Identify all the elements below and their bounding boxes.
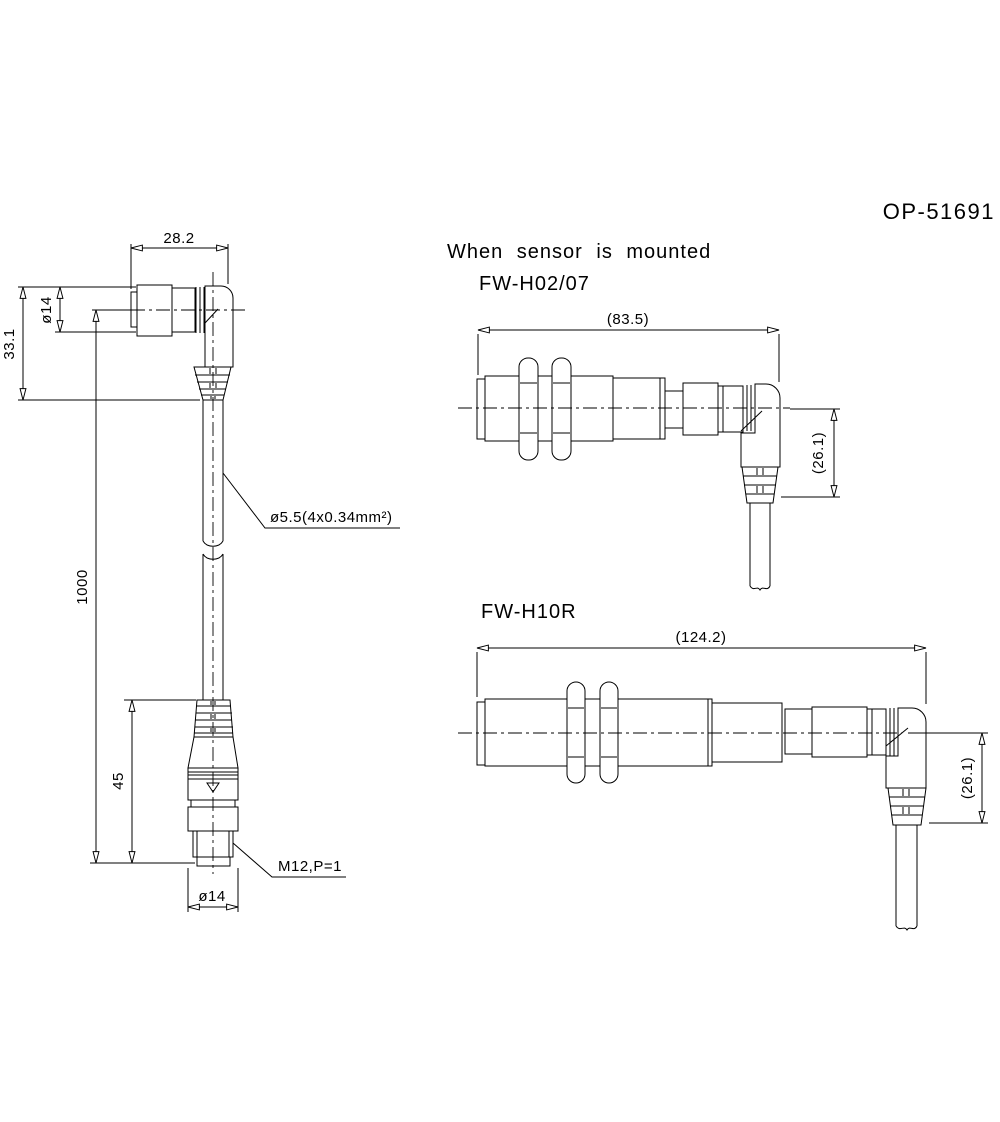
sensor-threaded-body [485,699,712,766]
sensor-threaded-body [485,376,613,441]
cable-spec-text: ø5.5(4x0.34mm²) [270,509,393,526]
right-angle-connector [131,285,233,400]
fw-h02-07-view [458,311,840,590]
dim-overall-length-h10r [477,629,926,704]
elbow-body [886,708,926,788]
connector-rings [890,708,898,756]
hex-nut-1 [567,682,585,783]
dim-elbow-height [1,287,200,400]
dim-plug-length [110,700,196,863]
cable-break [896,926,917,930]
boot-tick-marks [757,468,763,493]
elbow-body [205,286,233,367]
fw-h02-07-label: FW-H02/07 [479,273,590,295]
extension-lines [90,310,195,863]
cable-spec-callout [223,473,400,528]
knurled-coupling-nut [137,285,172,336]
dim-text: 45 [110,772,127,790]
hex-nut-2 [552,358,571,460]
sensor-rear-body [712,703,782,762]
dim-plug-dia [188,868,238,912]
hex-nut-2 [600,682,618,783]
dim-text: ø14 [38,296,55,324]
cable-assembly-view [1,230,400,912]
knurled-coupling-nut [683,383,718,435]
sensor-rear-body [613,378,665,439]
sensor-face [477,702,485,765]
elbow-chamfer-line [205,309,218,323]
connector-flange [131,292,137,327]
dim-text: (26.1) [959,756,976,800]
boot-ribs [889,797,925,815]
sensor-face [477,379,485,439]
fw-h10r-view [458,629,988,930]
dim-text: 28.2 [163,230,195,247]
dim-cable-length [74,310,195,863]
dim-text: 33.1 [1,328,18,360]
fw-h10r-label: FW-H10R [481,601,577,623]
boot-ribs [194,706,233,733]
mounting-note: When sensor is mounted [447,241,712,263]
boot-ribs [743,476,777,494]
cable-break [750,586,770,590]
thread-spec-text: M12,P=1 [278,858,342,875]
hex-nut-1 [519,358,538,460]
connector-body [872,709,886,755]
dim-text: ø14 [198,888,226,905]
plug-tip [197,857,230,866]
connector-body [723,386,743,432]
nut-step [867,709,872,755]
dim-elbow-drop-h10r [908,733,988,823]
extension-lines [908,733,988,823]
knurled-coupling-nut [812,707,867,757]
extension-lines [477,652,926,704]
boot-tick-marks [903,789,909,814]
connector-stem [665,391,683,428]
thread-spec-callout [233,843,346,877]
dim-elbow-drop-h02 [781,409,840,497]
dim-text: (83.5) [606,311,650,328]
nut-step [718,386,723,432]
dim-text: 1000 [74,569,91,605]
elbow-chamfer-line [886,728,908,746]
connector-stem [785,709,812,754]
cable-edges [750,503,770,586]
part-number: OP-51691 [882,199,995,224]
cable-edges [896,825,917,926]
dim-text: (124.2) [675,629,727,646]
dim-text: (26.1) [810,431,827,475]
